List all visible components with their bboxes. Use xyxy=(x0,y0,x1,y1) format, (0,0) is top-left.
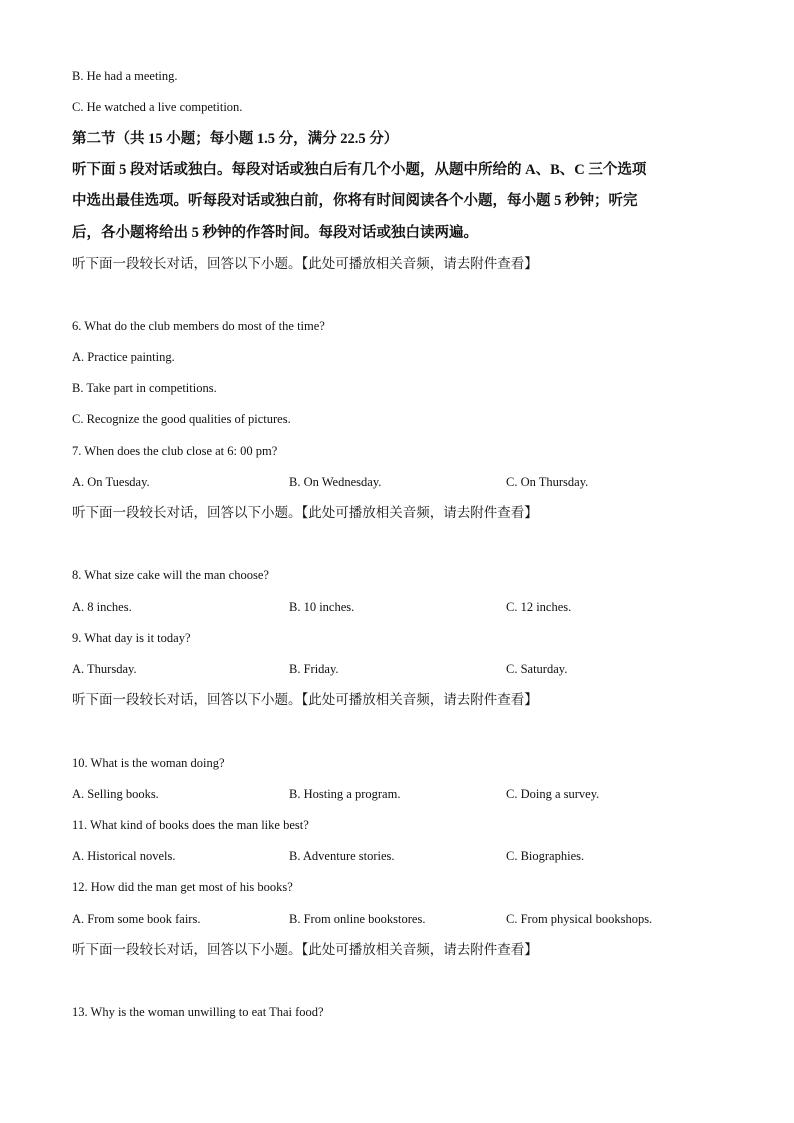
q10-option-c: C. Doing a survey. xyxy=(506,787,600,801)
q12-option-a: A. From some book fairs. xyxy=(72,912,201,926)
section-heading: 第二节（共 15 小题；每小题 1.5 分，满分 22.5 分） xyxy=(72,131,399,147)
q8-option-a: A. 8 inches. xyxy=(72,600,132,614)
listen-prompt: 听下面一段较长对话，回答以下小题。【此处可播放相关音频，请去附件查看】 xyxy=(72,692,538,707)
q9-option-b: B. Friday. xyxy=(289,662,339,676)
q7-option-b: B. On Wednesday. xyxy=(289,475,382,489)
q8-option-b: B. 10 inches. xyxy=(289,600,355,614)
q7-option-c: C. On Thursday. xyxy=(506,475,589,489)
question-8: 8. What size cake will the man choose? xyxy=(72,568,269,582)
question-6: 6. What do the club members do most of the time? xyxy=(72,319,325,333)
question-12: 12. How did the man get most of his books? xyxy=(72,880,293,894)
question-9: 9. What day is it today? xyxy=(72,631,191,645)
q11-option-b: B. Adventure stories. xyxy=(289,849,395,863)
q11-option-a: A. Historical novels. xyxy=(72,849,176,863)
listen-prompt: 听下面一段较长对话，回答以下小题。【此处可播放相关音频，请去附件查看】 xyxy=(72,942,538,957)
question-11: 11. What kind of books does the man like best? xyxy=(72,818,309,832)
q6-option-c: C. Recognize the good qualities of pictures. xyxy=(72,412,291,426)
q10-option-b: B. Hosting a program. xyxy=(289,787,401,801)
q11-option-c: C. Biographies. xyxy=(506,849,585,863)
q8-option-c: C. 12 inches. xyxy=(506,600,572,614)
section-instructions-line-1: 听下面 5 段对话或独白。每段对话或独白后有几个小题，从题中所给的 A、B、C 三个选项 xyxy=(72,162,647,178)
section-instructions-line-3: 后，各小题将给出 5 秒钟的作答时间。每段对话或独白读两遍。 xyxy=(72,225,478,241)
q9-option-a: A. Thursday. xyxy=(72,662,137,676)
q6-option-a: A. Practice painting. xyxy=(72,350,175,364)
listen-prompt: 听下面一段较长对话，回答以下小题。【此处可播放相关音频，请去附件查看】 xyxy=(72,256,538,271)
q10-option-a: A. Selling books. xyxy=(72,787,159,801)
q7-option-a: A. On Tuesday. xyxy=(72,475,150,489)
q5-option-c: C. He watched a live competition. xyxy=(72,100,243,114)
question-13: 13. Why is the woman unwilling to eat Thai food? xyxy=(72,1005,324,1019)
question-7: 7. When does the club close at 6: 00 pm? xyxy=(72,444,278,458)
section-instructions-line-2: 中选出最佳选项。听每段对话或独白前，你将有时间阅读各个小题，每小题 5 秒钟；听完 xyxy=(72,193,638,209)
listen-prompt: 听下面一段较长对话，回答以下小题。【此处可播放相关音频，请去附件查看】 xyxy=(72,505,538,520)
question-10: 10. What is the woman doing? xyxy=(72,756,225,770)
q12-option-c: C. From physical bookshops. xyxy=(506,912,653,926)
q12-option-b: B. From online bookstores. xyxy=(289,912,426,926)
q6-option-b: B. Take part in competitions. xyxy=(72,381,217,395)
q9-option-c: C. Saturday. xyxy=(506,662,568,676)
q5-option-b: B. He had a meeting. xyxy=(72,69,178,83)
